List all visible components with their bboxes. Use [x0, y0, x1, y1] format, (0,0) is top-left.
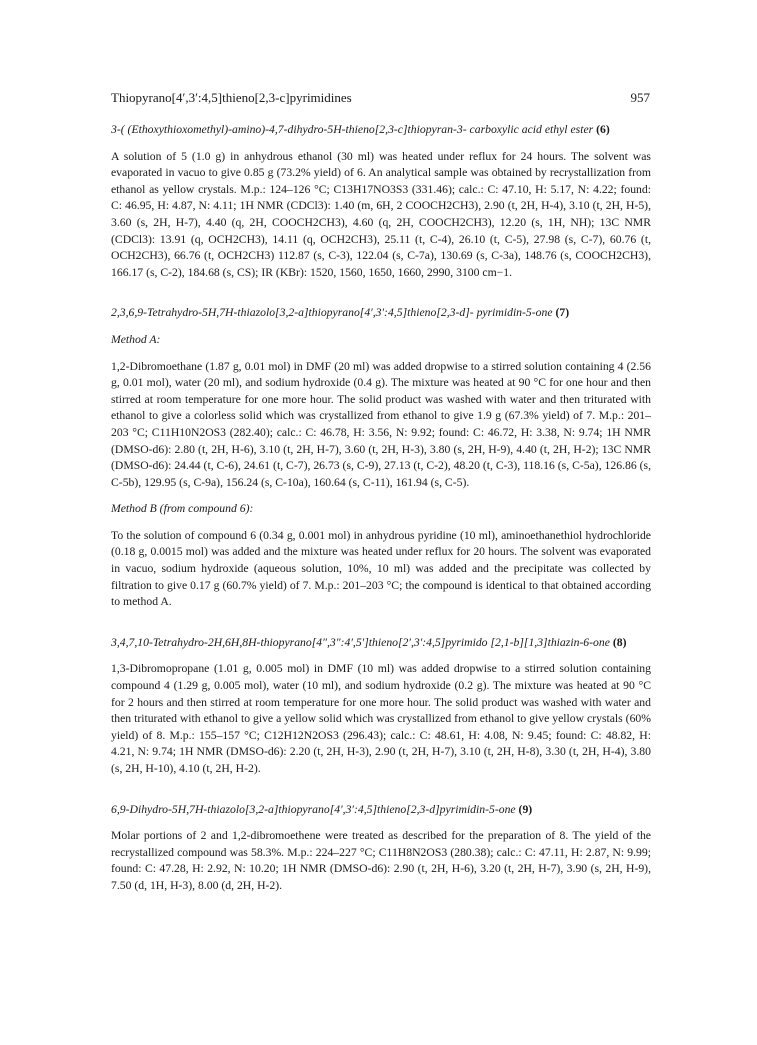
method-a-procedure: 1,2-Dibromoethane (1.87 g, 0.01 mol) in DMF (20 ml) was added dropwise to a stirred solution containing 4 (2.56 g, 0.01 mol), water (20 ml), and sodium hydroxide (0.4 g). The mixture was heated at 90 °C for one hour and then stirred at room temperature for one more hour. The solid product was washed with water and then triturated with ethanol to give a colorless solid which was crystallized from ethanol to give 1.9 g (67.3% yield) of 7. M.p.: 201–203 °C; C11H10N2OS3 (282.40); calc.: C: 46.78, H: 3.56, N: 9.92; found: C: 46.72, H: 3.38, N: 9.74; 1H NMR (DMSO-d6): 2.80 (t, 2H, H-6), 3.10 (t, 2H, H-7), 3.60 (t, 2H, H-3), 3.80 (s, 2H, H-9), 4.40 (t, 2H, H-2); 13C NMR (DMSO-d6): 24.44 (t, C-6), 24.61 (t, C-7), 26.73 (s, C-9), 27.13 (t, C-2), 48.20 (t, C-3), 118.16 (s, C-5a), 126.86 (s, C-5b), 129.95 (s, C-9a), 156.24 (s, C-10a), 160.64 (s, C-11), 161.94 (s, C-5).: [111, 359, 651, 489]
method-b-procedure: To the solution of compound 6 (0.34 g, 0.001 mol) in anhydrous pyridine (10 ml), aminoethanethiol hydrochloride (0.18 g, 0.0015 mol) was added and the mixture was heated under reflux for 20 hours. The solvent was evaporated in vacuo, sodium hydroxide (aqueous solution, 10%, 10 ml) was added and the precipitate was collected by filtration to give 0.17 g (60.7% yield) of 7. M.p.: 201–203 °C; the compound is identical to that obtained according to method A.: [111, 528, 651, 609]
compound-6-title: 3-( (Ethoxythioxomethyl)-amino)-4,7-dihydro-5H-thieno[2,3-c]thiopyran-3- carboxylic acid ethyl ester: [111, 123, 594, 136]
method-a-label: Method A:: [111, 332, 161, 346]
compound-7-heading: [111, 305, 651, 322]
compound-8-title: 3,4,7,10-Tetrahydro-2H,6H,8H-thiopyrano[4″,3″:4′,5′]thieno[2′,3′:4,5]pyrimido [2,1-b][1,3]thiazin-6-one: [111, 635, 610, 649]
compound-6-procedure: A solution of 5 (1.0 g) in anhydrous ethanol (30 ml) was heated under reflux for 24 hours. The solvent was evaporated in vacuo to give 0.85 g (73.2% yield) of 6. An analytical sample was obtained by recrystallization from ethanol as yellow crystals. M.p.: 124–126 °C; C13H17NO3S3 (331.46); calc.: C: 47.10, H: 5.17, N: 4.22; found: C: 46.95, H: 4.87, N: 4.11; 1H NMR (CDCl3): 1.40 (m, 6H, 2 COOCH2CH3), 2.90 (t, 2H, H-4), 3.10 (t, 2H, H-5), 3.60 (s, 2H, H-7), 4.40 (q, 2H, COOCH2CH3), 4.60 (q, 2H, COOCH2CH3), 12.20 (s, 1H, NH); 13C NMR (CDCl3): 13.91 (q, OCH2CH3), 14.11 (q, OCH2CH3), 25.11 (t, C-4), 26.10 (t, C-5), 27.98 (s, C-7), 60.76 (t, OCH2CH3), 66.76 (t, OCH2CH3) 112.87 (s, C-3), 122.04 (s, C-7a), 130.69 (s, C-3a), 148.76 (s, COOCH2CH3), 166.17 (s, C-2), 184.68 (s, CS); IR (KBr): 1520, 1560, 1650, 1660, 2990, 3100 cm−1.: [111, 149, 651, 279]
compound-6-heading: [111, 122, 651, 139]
compound-9-title: 6,9-Dihydro-5H,7H-thiazolo[3,2-a]thiopyrano[4′,3′:4,5]thieno[2,3-d]pyrimidin-5-one: [111, 802, 516, 816]
running-title: Thiopyrano[4′,3′:4,5]thieno[2,3-c]pyrimidines: [111, 90, 352, 105]
compound-7-title: 2,3,6,9-Tetrahydro-5H,7H-thiazolo[3,2-a]thiopyrano[4′,3′:4,5]thieno[2,3-d]- pyrimidin-5-one: [111, 306, 553, 320]
compound-8-number: (8): [612, 635, 627, 649]
page-number: 957: [630, 90, 650, 105]
compound-6-number: (6): [596, 123, 610, 136]
method-b-label: Method B (from compound 6):: [111, 502, 254, 516]
article-body: [111, 122, 651, 895]
compound-8-procedure: 1,3-Dibromopropane (1.01 g, 0.005 mol) in DMF (10 ml) was added dropwise to a stirred solution containing compound 4 (1.29 g, 0.005 mol), water (10 ml), and sodium hydroxide (0.2 g). The mixture was heated at 90 °C for 2 hours and then stirred at room temperature for one more hour. The solid product was washed with water and then triturated with ethanol to give a yellow solid which was crystallized from ethanol to give yellow crystals (60% yield) of 8. M.p.: 155–157 °C; C12H12N2OS3 (296.43); calc.: C: 48.61, H: 4.08, N: 9.45; found: C: 48.82, H: 4.21, N: 9.74; 1H NMR (DMSO-d6): 2.20 (t, 2H, H-3), 2.90 (t, 2H, H-7), 3.10 (t, 2H, H-8), 3.30 (t, 2H, H-4), 3.80 (s, 2H, H-10), 4.10 (t, 2H, H-2).: [111, 662, 651, 775]
compound-9-heading: [111, 802, 651, 819]
compound-8-heading: [111, 635, 651, 652]
running-head: [111, 90, 650, 106]
compound-9-number: (9): [518, 802, 533, 816]
compound-9-procedure: Molar portions of 2 and 1,2-dibromoethene were treated as described for the preparation of 8. The yield of the recrystallized compound was 58.3%. M.p.: 224–227 °C; C11H8N2OS3 (280.38); calc.: C: 47.11, H: 2.87, N: 9.99; found: C: 47.28, H: 2.92, N: 10.20; 1H NMR (DMSO-d6): 2.90 (t, 2H, H-6), 3.20 (t, 2H, H-7), 3.90 (s, 2H, H-9), 7.50 (d, 1H, H-3), 8.00 (d, 2H, H-2).: [111, 829, 651, 892]
compound-7-number: (7): [555, 306, 570, 320]
